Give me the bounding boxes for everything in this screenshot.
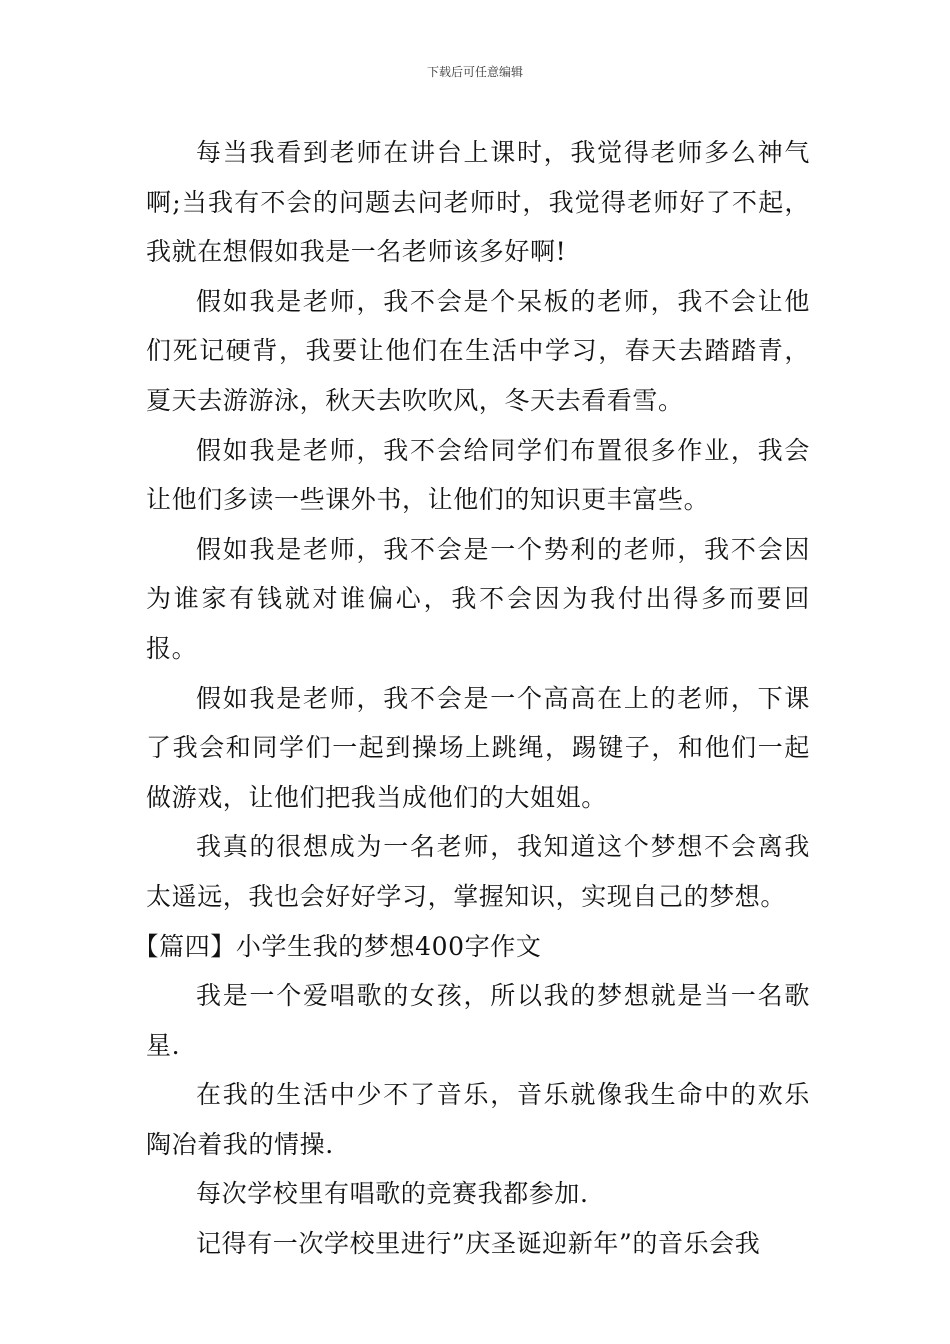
paragraph: 每次学校里有唱歌的竞赛我都参加. <box>196 1179 589 1209</box>
paragraph: 记得有一次学校里进行”庆圣诞迎新年”的音乐会我 <box>196 1229 761 1259</box>
paragraph: 假如我是老师，我不会是一个势利的老师，我不会因为谁家有钱就对谁偏心，我不会因为我付出得多而要回报。 <box>146 534 810 663</box>
paragraph: 假如我是老师，我不会是个呆板的老师，我不会让他们死记硬背，我要让他们在生活中学习，春天去踏踏青，夏天去游游泳，秋天去吹吹风，冬天去看看雪。 <box>146 286 810 415</box>
paragraph: 每当我看到老师在讲台上课时，我觉得老师多么神气啊;当我有不会的问题去问老师时，我觉得老师好了不起，我就在想假如我是一名老师该多好啊! <box>146 138 810 267</box>
paragraph: 我是一个爱唱歌的女孩，所以我的梦想就是当一名歌星. <box>146 981 810 1060</box>
paragraph: 在我的生活中少不了音乐，音乐就像我生命中的欢乐陶冶着我的情操. <box>146 1080 810 1159</box>
paragraph: 假如我是老师，我不会是一个高高在上的老师，下课了我会和同学们一起到操场上跳绳，踢键子，和他们一起做游戏，让他们把我当成他们的大姐姐。 <box>146 683 810 812</box>
section-heading: 【篇四】小学生我的梦想400字作文 <box>133 931 542 961</box>
page-header: 下载后可任意编辑 <box>426 65 523 79</box>
paragraph: 假如我是老师，我不会给同学们布置很多作业，我会让他们多读一些课外书，让他们的知识更丰富些。 <box>146 435 810 515</box>
document-body <box>133 128 810 1269</box>
paragraph: 我真的很想成为一名老师，我知道这个梦想不会离我太遥远，我也会好好学习，掌握知识，实现自己的梦想。 <box>146 832 810 911</box>
